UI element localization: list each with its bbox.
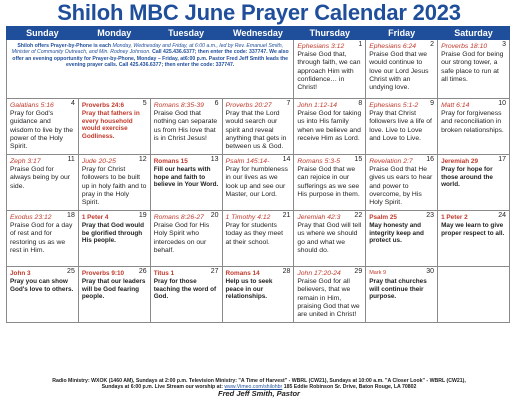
day-number: 18 (67, 212, 75, 219)
scripture-ref: Zeph 3:17 (10, 158, 41, 165)
pastor-name: Fred Jeff Smith, Pastor (218, 388, 300, 398)
scripture-ref: Proverbs 9:10 (81, 270, 125, 277)
day-cell (366, 155, 438, 211)
prayer-text: Pray for humbleness in our lives as we look up and see our Master, our Lord. (225, 166, 288, 198)
scripture-ref: 1 Peter 4 (81, 214, 109, 221)
notice-line1a: Shiloh offers Prayer-by-Phone is each (17, 43, 113, 49)
day-number: 20 (210, 212, 219, 219)
prayer-text: Pray you can show God's love to others. (10, 277, 74, 293)
scripture-ref: John 17:20-24 (297, 270, 341, 277)
day-number: 5 (142, 100, 147, 107)
prayer-text: Pray that churches will continue their purpose. (369, 277, 427, 301)
scripture-ref: Psalm 145:14- (225, 158, 270, 165)
day-cell (294, 155, 366, 211)
scripture-ref: Ephesians 3:12 (297, 43, 345, 50)
scripture-ref: Ephesians 6:24 (369, 43, 417, 50)
day-cell (7, 155, 79, 211)
scripture-ref: 1 Timothy 4:12 (225, 214, 271, 221)
weekday-friday: Friday (366, 27, 438, 40)
prayer-text: Pray for God's guidance and wisdom to live by the power of the Holy Spirit. (10, 110, 74, 151)
scripture-ref: Jeremiah 29 (441, 158, 479, 165)
week-row (7, 99, 510, 155)
prayer-text: Pray that the Lord would search our spirit and reveal anything that gets in between us & God. (225, 110, 287, 151)
scripture-ref: Jude 20-25 (81, 158, 116, 165)
prayer-text: Praise God that we would continue to love our Lord Jesus Christ with an undying love. (369, 51, 429, 92)
prayer-text: Praise God for all believers, that we remain in Him, praising God that we are united in Christ! (297, 278, 360, 319)
footer-line2a: Sundays at 6:00 p.m. Live Stream our worship at: (101, 384, 225, 391)
day-number: 12 (138, 156, 147, 163)
day-cell (78, 99, 150, 155)
prayer-by-phone-notice (7, 40, 294, 99)
day-number: 14 (282, 156, 291, 163)
day-cell (294, 211, 366, 267)
day-number: 6 (214, 100, 219, 107)
day-cell (366, 267, 438, 323)
weekday-header-row (7, 27, 510, 40)
day-cell (438, 99, 510, 155)
weekday-tuesday: Tuesday (150, 27, 222, 40)
notice-line2: Call 425.436.6377; then enter the code: 337747. We also offer an evening opportunity for Prayer-by-Phone, Monday – Friday, at6:00 p.m. Pastor Fred Jeff Smith leads the evening prayer calls. Call 425.436.6377; then enter the code: 337747. (12, 49, 289, 69)
prayer-text: Help us to seek peace in our relationships. (225, 277, 273, 301)
scripture-ref: Galatians 5:16 (10, 102, 54, 109)
page-title: Shiloh MBC June Prayer Calendar 2023 (57, 0, 461, 25)
day-cell (366, 40, 438, 99)
prayer-text: Pray that our leaders will be God fearing people. (81, 277, 146, 301)
prayer-text: Praise God that we can rejoice in our sufferings as we see His purpose in them. (297, 166, 360, 198)
day-cell (366, 211, 438, 267)
day-number: 2 (430, 41, 435, 48)
prayer-text: Praise God that He gives us ears to hear and power to overcome, by His Holy Spirit. (369, 166, 433, 207)
day-number: 1 (358, 41, 363, 48)
prayer-text: Pray that Christ followers live a life of love. Live to Love and Love to Live. (369, 110, 432, 142)
scripture-ref: Romans 8:26-27 (153, 214, 204, 221)
day-cell (7, 211, 79, 267)
scripture-ref: John 3 (10, 270, 31, 277)
notice-line1b: Monday, Wednesday and Friday, at 6:00 a.m., led by Rev. Emanuel Smith, Minister of Community Outreach, and Min. Rodney Johnson. (11, 43, 284, 56)
scripture-ref: 1 Peter 2 (441, 214, 468, 221)
day-number: 21 (282, 212, 291, 219)
empty-day-cell (438, 267, 510, 323)
day-cell (7, 267, 79, 323)
scripture-ref: Matt 6:14 (441, 102, 470, 109)
prayer-text: Praise God that nothing can separate us from His love that is in Christ Jesus! (153, 110, 218, 142)
day-number: 13 (210, 156, 219, 163)
day-cell (78, 267, 150, 323)
calendar-grid (6, 26, 510, 323)
day-cell (78, 211, 150, 267)
prayer-text: Praise God that, through faith, we can approach Him with confidence… in Christ! (297, 51, 361, 92)
day-cell (7, 99, 79, 155)
prayer-text: Pray that fathers in every household would exercise Godliness. (81, 109, 140, 141)
scripture-ref: Ephesians 5:1-2 (369, 102, 419, 109)
day-number: 8 (358, 100, 363, 107)
day-number: 24 (498, 212, 506, 219)
weekday-thursday: Thursday (294, 27, 366, 40)
scripture-ref: Romans 8:35-39 (153, 102, 204, 109)
week-row (7, 40, 510, 99)
day-number: 3 (502, 41, 506, 48)
day-number: 9 (430, 100, 435, 107)
prayer-text: Pray that God will tell us where we should go and what we should do. (297, 222, 362, 254)
prayer-text: Praise God for a day of rest and for restoring us as we rest in Him. (10, 222, 73, 254)
weekday-saturday: Saturday (438, 27, 510, 40)
footer-line1: Radio Ministry: WXOK (1460 AM), Sundays at 2:00 p.m. Television Ministry: "A Time of Harvest" - WBRL (CW21), Sundays at 10:00 a.m. "A Closer Look" - WBRL (CW21), (52, 378, 466, 384)
scripture-ref: Proverbs 24:6 (81, 102, 125, 109)
day-cell (222, 99, 294, 155)
day-cell (150, 99, 222, 155)
day-number: 7 (286, 100, 291, 107)
prayer-text: Fill our hearts with hope and faith to believe in Your Word. (153, 165, 219, 189)
day-cell (294, 40, 366, 99)
scripture-ref: Mark 9 (369, 270, 387, 276)
scripture-ref: Titus 1 (153, 270, 175, 277)
prayer-text: Pray for hope for those around the world. (441, 165, 493, 189)
prayer-text: Praise God for always being by our side. (10, 166, 71, 190)
week-row (7, 211, 510, 267)
scripture-ref: Proverbs 18:10 (441, 43, 488, 50)
prayer-text: Praise God for taking us into His family when we believe and receive Him as Lord. (297, 110, 362, 142)
day-number: 4 (70, 100, 75, 107)
day-cell (294, 99, 366, 155)
prayer-text: Pray for Christ followers to be built up in holy faith and to pray in the Holy Spirit. (81, 166, 147, 207)
weekday-monday: Monday (78, 27, 150, 40)
vimeo-link[interactable]: www.Vimeo.com/shilohbr (224, 384, 283, 391)
weekday-wednesday: Wednesday (222, 27, 294, 40)
day-number: 16 (426, 156, 435, 163)
day-cell (222, 211, 294, 267)
day-number: 15 (354, 156, 363, 163)
prayer-text: May honesty and integrity keep and protect us. (369, 221, 424, 245)
day-number: 28 (282, 268, 291, 275)
day-number: 30 (426, 268, 435, 275)
prayer-text: Pray that God would be glorified through His people. (81, 221, 144, 245)
day-number: 27 (210, 268, 219, 275)
day-number: 25 (67, 268, 75, 275)
day-number: 26 (138, 268, 147, 275)
prayer-text: Praise God for His Holy Spirit who intercedes on our behalf. (153, 222, 210, 254)
day-cell (150, 211, 222, 267)
prayer-text: Praise God for being our strong tower, a safe place to run at all times. (441, 51, 504, 83)
footer-line2b: 185 Eddie Robinson Sr. Drive, Baton Rouge, LA 70802 (282, 384, 417, 391)
prayer-text: Pray for students today as they meet at their school. (225, 222, 283, 246)
day-cell (438, 155, 510, 211)
prayer-text: Pray for those teaching the word of God. (153, 277, 217, 301)
day-cell (78, 155, 150, 211)
scripture-ref: Romans 5:3-5 (297, 158, 341, 165)
week-row (7, 155, 510, 211)
footer (6, 378, 512, 397)
day-number: 22 (354, 212, 363, 219)
scripture-ref: Romans 14 (225, 270, 260, 277)
day-number: 19 (138, 212, 147, 219)
weekday-sunday: Sunday (7, 27, 79, 40)
day-cell (222, 155, 294, 211)
scripture-ref: Romans 15 (153, 158, 188, 165)
day-cell (294, 267, 366, 323)
day-cell (438, 211, 510, 267)
day-number: 11 (67, 156, 75, 163)
scripture-ref: Revelation 2:7 (369, 158, 413, 165)
day-cell (366, 99, 438, 155)
day-cell (150, 155, 222, 211)
prayer-text: Pray for forgiveness and reconciliation in broken relationships. (441, 110, 504, 134)
scripture-ref: Jeremiah 42:3 (297, 214, 341, 221)
day-number: 23 (426, 212, 435, 219)
scripture-ref: Psalm 25 (369, 214, 397, 221)
prayer-text: May we learn to give proper respect to all. (441, 221, 505, 237)
day-number: 29 (354, 268, 363, 275)
day-cell (438, 40, 510, 99)
week-row (7, 267, 510, 323)
scripture-ref: Proverbs 20:27 (225, 102, 272, 109)
day-cell (150, 267, 222, 323)
day-number: 10 (498, 100, 506, 107)
scripture-ref: John 1:12-14 (297, 102, 338, 109)
scripture-ref: Exodus 23:12 (10, 214, 52, 221)
day-number: 17 (498, 156, 506, 163)
day-cell (222, 267, 294, 323)
